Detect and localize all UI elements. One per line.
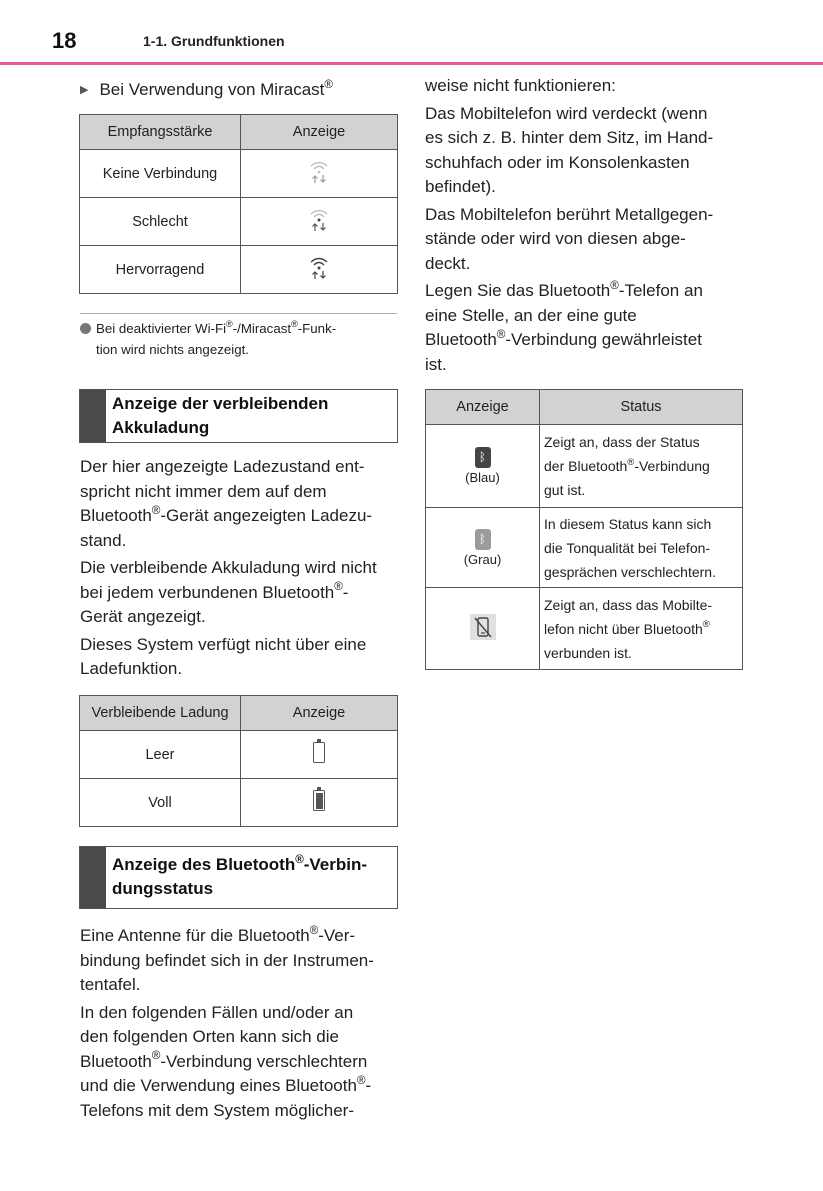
signal-label: Schlecht	[80, 198, 241, 246]
battery-empty-icon	[313, 742, 325, 763]
table-row	[426, 425, 743, 508]
battery-section-heading: Anzeige der verbleibenden Akkuladung	[79, 389, 398, 443]
triangle-bullet-icon: ▶	[80, 84, 89, 96]
phone-disconnected-icon	[470, 614, 496, 640]
table-header: Empfangsstärke	[80, 115, 241, 150]
paragraph: Legen Sie das Bluetooth®-Telefon an eine Stelle, an der eine gute Bluetooth®-Verbindung gewährleistet ist.	[425, 279, 703, 374]
table-header: Anzeige	[241, 696, 398, 731]
battery-text	[80, 455, 400, 685]
icon-caption: (Blau)	[465, 470, 500, 485]
table-row	[80, 198, 398, 246]
table-row	[80, 150, 398, 198]
icon-caption: (Grau)	[463, 551, 502, 567]
paragraph: In den folgenden Fällen und/oder an den folgenden Orten kann sich die Bluetooth®-Verbindung verschlechtern und die Verwendung eines Bluetooth®- Telefons mit dem System möglicher-	[80, 1002, 372, 1120]
signal-none-icon	[308, 159, 330, 185]
bluetooth-status-table	[425, 389, 743, 670]
bullet-dot-icon	[80, 323, 91, 334]
table-header: Status	[540, 390, 743, 425]
battery-full-icon	[313, 790, 325, 811]
paragraph: Die verbleibende Akkuladung wird nicht bei jedem verbundenen Bluetooth®- Gerät angezeigt.	[80, 558, 377, 626]
miracast-subheading: ▶ Bei Verwendung von Miracast®	[80, 78, 333, 99]
signal-excellent-icon	[308, 255, 330, 281]
section-header-title: 1-1. Grundfunktionen	[143, 33, 285, 49]
paragraph: Eine Antenne für die Bluetooth®-Ver- bindung befindet sich in der Instrumen- tentafel.	[80, 924, 374, 994]
note-divider	[80, 313, 397, 314]
paragraph: Der hier angezeigte Ladezustand ent- spricht nicht immer dem auf dem Bluetooth®-Gerät angezeigten Ladezu- stand.	[80, 457, 373, 550]
status-description: Zeigt an, dass das Mobilte- lefon nicht über Bluetooth® verbunden ist.	[540, 588, 743, 670]
signal-label: Keine Verbindung	[80, 150, 241, 198]
table-row	[80, 731, 398, 779]
table-row	[426, 508, 743, 588]
page-number: 18	[52, 28, 77, 53]
header-divider	[0, 62, 823, 65]
miracast-signal-table	[79, 114, 398, 294]
bluetooth-blue-icon: ᛒ	[475, 447, 491, 468]
status-description: In diesem Status kann sich die Tonqualität bei Telefon- gesprächen verschlechtern.	[540, 508, 743, 588]
note-miracast-off: Bei deaktivierter Wi-Fi®-/Miracast®-Funk- tion wird nichts angezeigt.	[80, 318, 400, 360]
table-row	[80, 246, 398, 294]
signal-poor-icon	[308, 207, 330, 233]
battery-label: Voll	[80, 779, 241, 827]
table-row	[80, 779, 398, 827]
signal-label: Hervorragend	[80, 246, 241, 294]
table-header: Anzeige	[426, 390, 540, 425]
paragraph: Dieses System verfügt nicht über eine Ladefunktion.	[80, 634, 367, 678]
table-header: Verbleibende Ladung	[80, 696, 241, 731]
battery-table	[79, 695, 398, 827]
paragraph: Das Mobiltelefon wird verdeckt (wenn es sich z. B. hinter dem Sitz, im Hand- schuhfach oder im Konsolenkasten befindet).	[425, 103, 714, 196]
status-description: Zeigt an, dass der Status der Bluetooth®-Verbindung gut ist.	[540, 425, 743, 508]
bluetooth-text	[80, 924, 400, 1126]
bluetooth-grey-icon: ᛒ	[475, 529, 491, 550]
table-row	[426, 588, 743, 670]
battery-label: Leer	[80, 731, 241, 779]
paragraph: Das Mobiltelefon berührt Metallgegen- stände oder wird von diesen abge- deckt.	[425, 204, 714, 273]
bluetooth-section-heading: Anzeige des Bluetooth®-Verbin- dungsstatus	[79, 846, 398, 909]
table-header: Anzeige	[241, 115, 398, 150]
paragraph: weise nicht funktionieren:	[425, 76, 616, 95]
right-column-text	[425, 74, 745, 380]
